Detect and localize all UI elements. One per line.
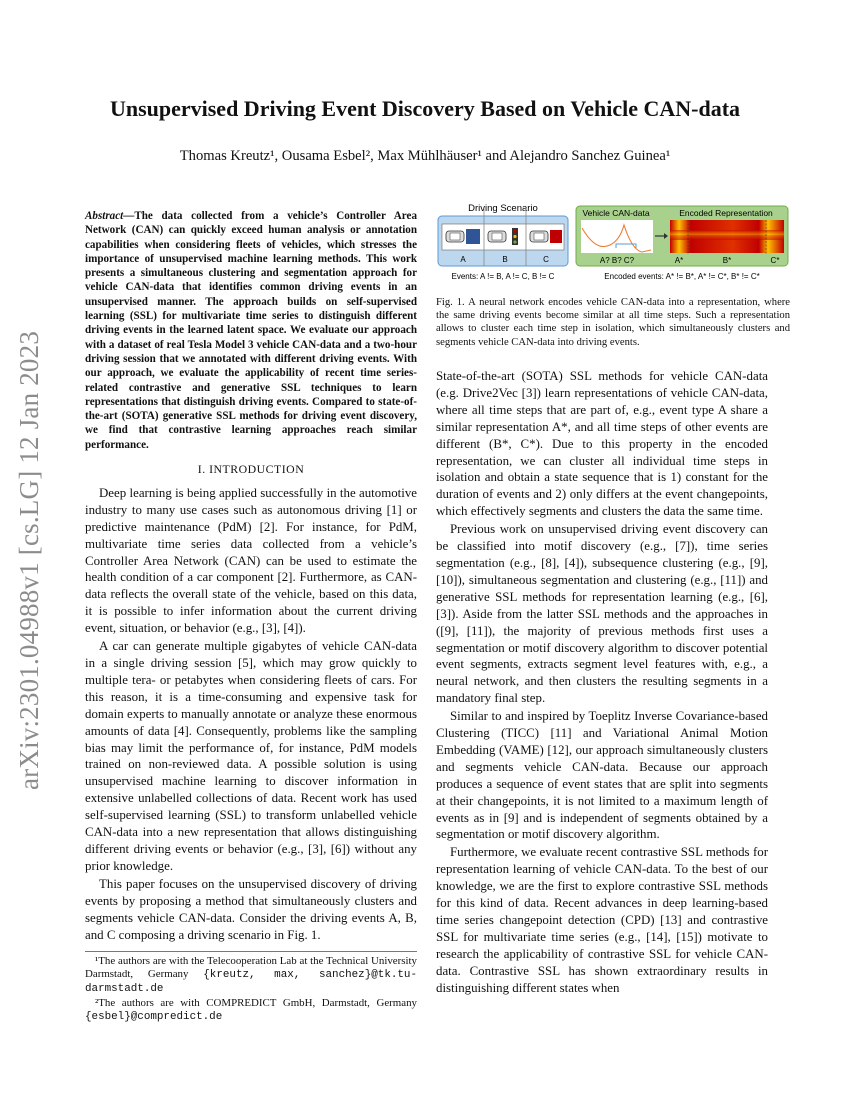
can-data-plot xyxy=(581,220,653,253)
body-paragraph: Similar to and inspired by Toeplitz Inverse Covariance-based Clustering (TICC) [11] and Variational Animal Motion Embedding (VAME) [12], our approach simultaneously clusters and segments vehicle CAN-data. Because our approach produces a sequence of event states that are split into segments at their changepoints, it is not limited to a maximum length of events as in [9] and is independent of segments obtained by a segmentation or motif discovery algorithm. xyxy=(436,709,768,842)
paper-title: Unsupervised Driving Event Discovery Based on Vehicle CAN-data xyxy=(109,96,741,121)
footnote-1: ¹The authors are with the Telecooperation Lab at the Technical University Darmstadt, Germany {kreutz, max, sanchez}@tk.tu-darmstadt.de xyxy=(85,955,417,996)
right-column xyxy=(436,368,768,998)
car-icon xyxy=(488,231,506,242)
footnotes xyxy=(85,951,417,1024)
can-data-title: Vehicle CAN-data xyxy=(582,208,650,218)
footnote-1-email: {kreutz, max, sanchez}@tk.tu-darmstadt.de xyxy=(85,969,417,996)
segment-label-a: A xyxy=(460,255,466,264)
encoded-label-c: C* xyxy=(770,256,780,265)
encoded-representation-title: Encoded Representation xyxy=(679,208,773,218)
events-right-label: Encoded events: A* != B*, A* != C*, B* != C* xyxy=(604,272,760,281)
abstract-body: The data collected from a vehicle’s Controller Area Network (CAN) can quickly exceed human analysis or annotation capabilities when considering fleets of vehicles, which stresses the importance of unsupervised machine learning methods. This work presents a simultaneous clustering and segmentation approach for vehicle CAN-data that identifies common driving events in an unsupervised manner. The approach builds on self-supervised learning (SSL) for multivariate time series to distinguish different driving events in the learned latent space. We evaluate our approach with a dataset of real Tesla Model 3 vehicle CAN-data and a two-hour driving session that we annotated with different driving events. With our approach, we evaluate the applicability of recent time series-related contrastive and generative SSL techniques to learn representations that distinguish driving events. Compared to state-of-the-art (SOTA) generative SSL methods for driving event discovery, we find that contrastive learning approaches reach similar performance. xyxy=(85,210,417,451)
figure-1-diagram xyxy=(436,200,790,284)
footnote-2: ²The authors are with COMPREDICT GmbH, Darmstadt, Germany {esbel}@compredict.de xyxy=(85,996,417,1023)
driving-scenario-title: Driving Scenario xyxy=(468,203,538,214)
left-column xyxy=(85,209,417,944)
figure-1-caption: Fig. 1. A neural network encodes vehicle CAN-data into a representation, where the same driving events become similar at all time steps. Such a representation allows to cluster each time step in isolation, which simultaneously clusters and segments vehicle CAN-data into driving events. xyxy=(436,297,790,348)
abstract-lead: Abstract— xyxy=(85,210,135,222)
intro-paragraph: A car can generate multiple gigabytes of vehicle CAN-data in a single driving session [5], which may grow quickly to multiple tera- or petabytes when considering fleets of cars. For this reason, it is a time-consuming and expensive task for domain experts to manually annotate or analyze these enormous amounts of data [4]. Consequently, problems like the sampling bias may limit the performance of, for instance, PdM models trained on non-reviewed data. A possible solution is using unsupervised machine learning to discover information in extensive unlabelled collections of data. Recent work has used self-supervised learning (SSL) to transform unlabelled vehicle CAN-data into a new representation that allows distinguishing different driving events or behavior (e.g., [3], [6]) without any prior knowledge. xyxy=(85,639,417,873)
intro-paragraph: This paper focuses on the unsupervised discovery of driving events by proposing a method that simultaneously clusters and segments vehicle CAN-data. Consider the driving events A, B, and C composing a driving scenario in Fig. 1. xyxy=(85,876,417,942)
body-paragraph: Previous work on unsupervised driving event discovery can be classified into motif discovery (e.g., [7]), time series segmentation (e.g., [8], [4]), subsequence clustering (e.g., [9], [10]), simultaneous segmentation and clustering (e.g., [11]) and generative SSL methods for representation learning (e.g., [6], [3]). Aside from the latter SSL methods and the approaches in ([9], [11]), the majority of previous methods first uses a segmentation or motif discovery algorithm to discover potential event segments, extracts segment level features with, e.g., a neural network, and then clusters the resulting segments in a mandatory final step. xyxy=(436,522,768,706)
unknown-segments-label: A? B? C? xyxy=(599,256,635,265)
encoded-label-b: B* xyxy=(722,256,732,265)
segment-label-b: B xyxy=(502,255,508,264)
car-icon xyxy=(446,231,464,242)
stop-sign-icon xyxy=(550,230,562,243)
intro-paragraph: Deep learning is being applied successfully in the automotive industry to many use cases such as autonomous driving [1] or predictive maintenance (PdM) [2]. For instance, for PdM, multivariate time series data collected from a vehicle’s Controller Area Network (CAN) can be used to estimate the health condition of a car component [2]. Furthermore, as CAN-data reflects the overall state of the vehicle, based on this data, it is possible to infer information about the current driving event, situation, or behavior (e.g., [3], [4]). xyxy=(85,485,417,636)
encoded-label-a: A* xyxy=(674,256,684,265)
arxiv-watermark: arXiv:2301.04988v1 [cs.LG] 12 Jan 2023 xyxy=(14,330,44,790)
traffic-pattern-icon xyxy=(466,229,480,244)
figure-1 xyxy=(436,200,790,284)
segment-label-c: C xyxy=(543,255,549,264)
body-paragraph: Furthermore, we evaluate recent contrastive SSL methods for representation learning of vehicle CAN-data. To the best of our knowledge, we are the first to explore contrastive SSL methods for this kind of data. Recent advances in deep learning-based time series changepoint detection (CPD) [13] and contrastive SSL for multivariate time series (e.g., [14], [15]) motivate to research the applicability of contrastive SSL for vehicle CAN-data. Contrastive SSL has shown extraordinary results in distinguishing different states when xyxy=(436,845,768,995)
car-icon xyxy=(530,231,548,242)
events-left-label: Events: A != B, A != C, B != C xyxy=(451,272,555,281)
section-heading-introduction: I. INTRODUCTION xyxy=(197,462,305,477)
author-list: Thomas Kreutz¹, Ousama Esbel², Max Mühlhäuser¹ and Alejandro Sanchez Guinea¹ xyxy=(179,148,671,164)
traffic-light-icon xyxy=(512,228,518,245)
body-paragraph: State-of-the-art (SOTA) SSL methods for vehicle CAN-data (e.g. Drive2Vec [3]) learn representations of vehicle CAN-data, where all time steps that are part of, e.g., event type A share a similar representation A*, and all time steps of other events are different (B*, C*). Due to this property in the encoded representation, we can cluster all individual time steps in isolation and obtain a state sequence that is 1) constant for the duration of events and 2) only differs at the event changepoints, which effectively segments and clusters the data the same time. xyxy=(436,369,768,519)
abstract xyxy=(85,209,417,452)
footnote-2-email: {esbel}@compredict.de xyxy=(85,1010,223,1023)
